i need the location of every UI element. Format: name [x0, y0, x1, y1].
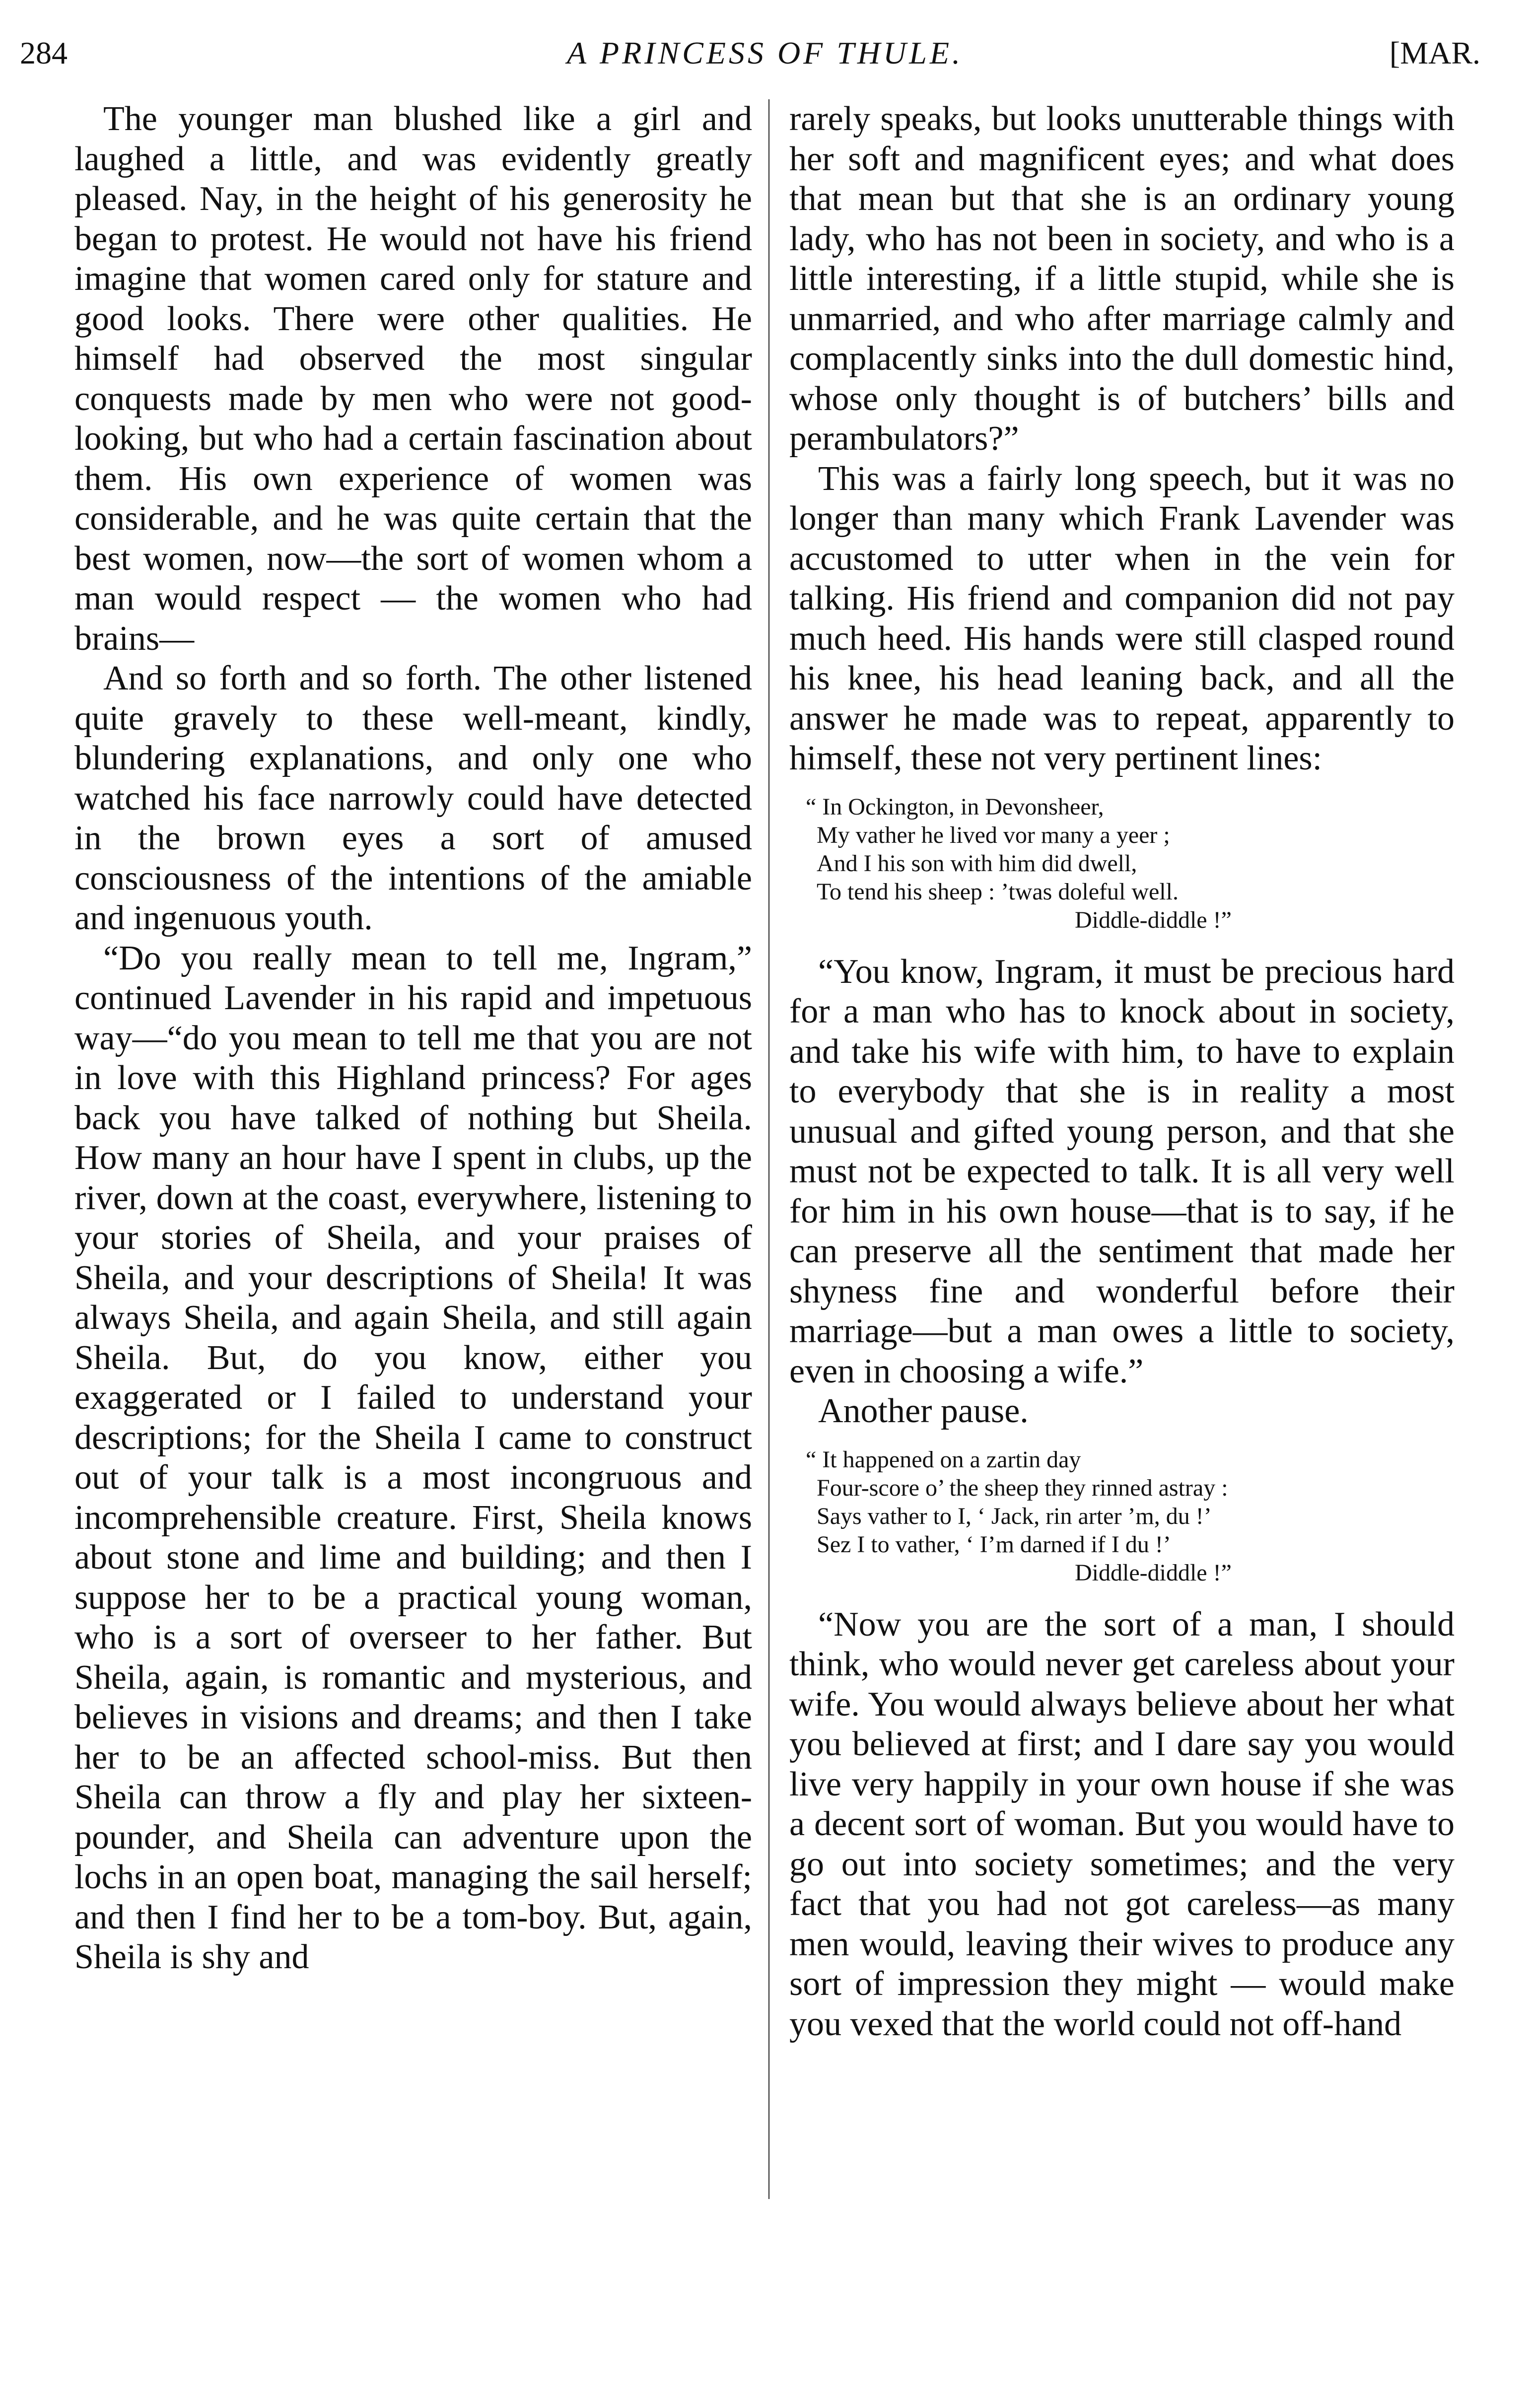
- verse-line: “ It happened on a zartin day: [806, 1446, 1081, 1473]
- paragraph: And so forth and so forth. The other listened quite gravely to these well-meant, kindly, blundering explanations, and only one who watched his face narrowly could have detected in the brown eyes a sort of amused consciousness of the intentions of the amiable and ingenuous youth.: [74, 659, 752, 937]
- verse-block: [806, 793, 1455, 934]
- paragraph: “Do you really mean to tell me, Ingram,” continued Lavender in his rapid and impetuous way—“do you mean to tell me that you are not in love with this Highland princess? For ages back you have talked of nothing but Sheila. How many an hour have I spent in clubs, up the river, down at the coast, everywhere, listening to your stories of Sheila, and your praises of Sheila, and your descriptions of Sheila! It was always Sheila, and again Sheila, and still again Sheila. But, do you know, either you exaggerated or I failed to understand your descriptions; for the Sheila I came to construct out of your talk is a most incongruous and incomprehensible creature. First, Sheila knows about stone and lime and building; and then I suppose her to be a practical young woman, who is a sort of overseer to her father. But Sheila, again, is romantic and mysterious, and believes in visions and dreams; and then I take her to be an affected school-miss. But then Sheila can throw a fly and play her sixteen-pounder, and Sheila can adventure upon the lochs in an open boat, managing the sail herself; and then I find her to be a tom-boy. But, again, Sheila is shy and: [74, 939, 752, 1976]
- verse-refrain: Diddle-diddle !”: [1075, 1559, 1232, 1586]
- verse-line: My vather he lived vor many a yeer ;: [817, 822, 1170, 848]
- verse-line: And I his son with him did dwell,: [817, 850, 1137, 877]
- paragraph: “Now you are the sort of a man, I should think, who would never get careless about your wife. You would always believe about her what you believed at first; and I dare say you would live very happily in your own house if she was a decent sort of woman. But you would have to go out into society sometimes; and the very fact that you had not got careless—as many men would, leaving their wives to produce any sort of impression they might — would make you vexed that the world could not off-hand: [789, 1605, 1455, 2043]
- paragraph: “You know, Ingram, it must be precious hard for a man who has to knock about in society, and take his wife with him, to have to explain to everybody that she is in reality a most unusual and gifted young person, and that she must not be expected to talk. It is all very well for him in his own house—that is to say, if he can preserve all the sentiment that made her shyness fine and wonderful before their marriage—but a man owes a little to society, even in choosing a wife.”: [789, 952, 1455, 1390]
- paragraph: This was a fairly long speech, but it was no longer than many which Frank Lavender was accustomed to utter when in the vein for talking. His friend and companion did not pay much heed. His hands were still clasped round his knee, his head leaning back, and all the answer he made was to repeat, apparently to himself, these not very pertinent lines:: [789, 459, 1455, 777]
- paragraph: rarely speaks, but looks unutterable things with her soft and magnificent eyes; and what does that mean but that she is an ordinary young lady, who has not been in society, and who is a little interesting, if a little stupid, while she is unmarried, and who after marriage calmly and complacently sinks into the dull domestic hind, whose only thought is of butchers’ bills and perambulators?”: [789, 100, 1455, 458]
- verse-block: [806, 1445, 1455, 1587]
- page-number: 284: [20, 35, 68, 70]
- column-divider: [768, 99, 769, 2199]
- right-column: [789, 99, 1455, 2044]
- running-header: [0, 30, 1530, 79]
- left-column: [74, 99, 752, 1978]
- verse-line: Says vather to I, ‘ Jack, rin arter ’m, du !’: [817, 1503, 1212, 1529]
- verse-refrain: Diddle-diddle !”: [1075, 906, 1232, 933]
- verse-line: Sez I to vather, ‘ I’m darned if I du !’: [817, 1531, 1171, 1558]
- verse-line: To tend his sheep : ’twas doleful well.: [817, 878, 1179, 905]
- paragraph: The younger man blushed like a girl and laughed a little, and was evidently greatly pleased. Nay, in the height of his generosity he began to protest. He would not have his friend imagine that women cared only for stature and good looks. There were other qualities. He himself had observed the most singular conquests made by men who were not good-looking, but who had a certain fascination about them. His own experience of women was considerable, and he was quite certain that the best women, now—the sort of women whom a man would respect — the women who had brains—: [74, 100, 752, 658]
- paragraph: Another pause.: [818, 1392, 1029, 1430]
- running-title: A PRINCESS OF THULE.: [567, 35, 963, 70]
- verse-line: Four-score o’ the sheep they rinned astray :: [817, 1474, 1228, 1501]
- verse-line: “ In Ockington, in Devonsheer,: [806, 793, 1104, 820]
- issue-month: [MAR.: [1389, 35, 1480, 70]
